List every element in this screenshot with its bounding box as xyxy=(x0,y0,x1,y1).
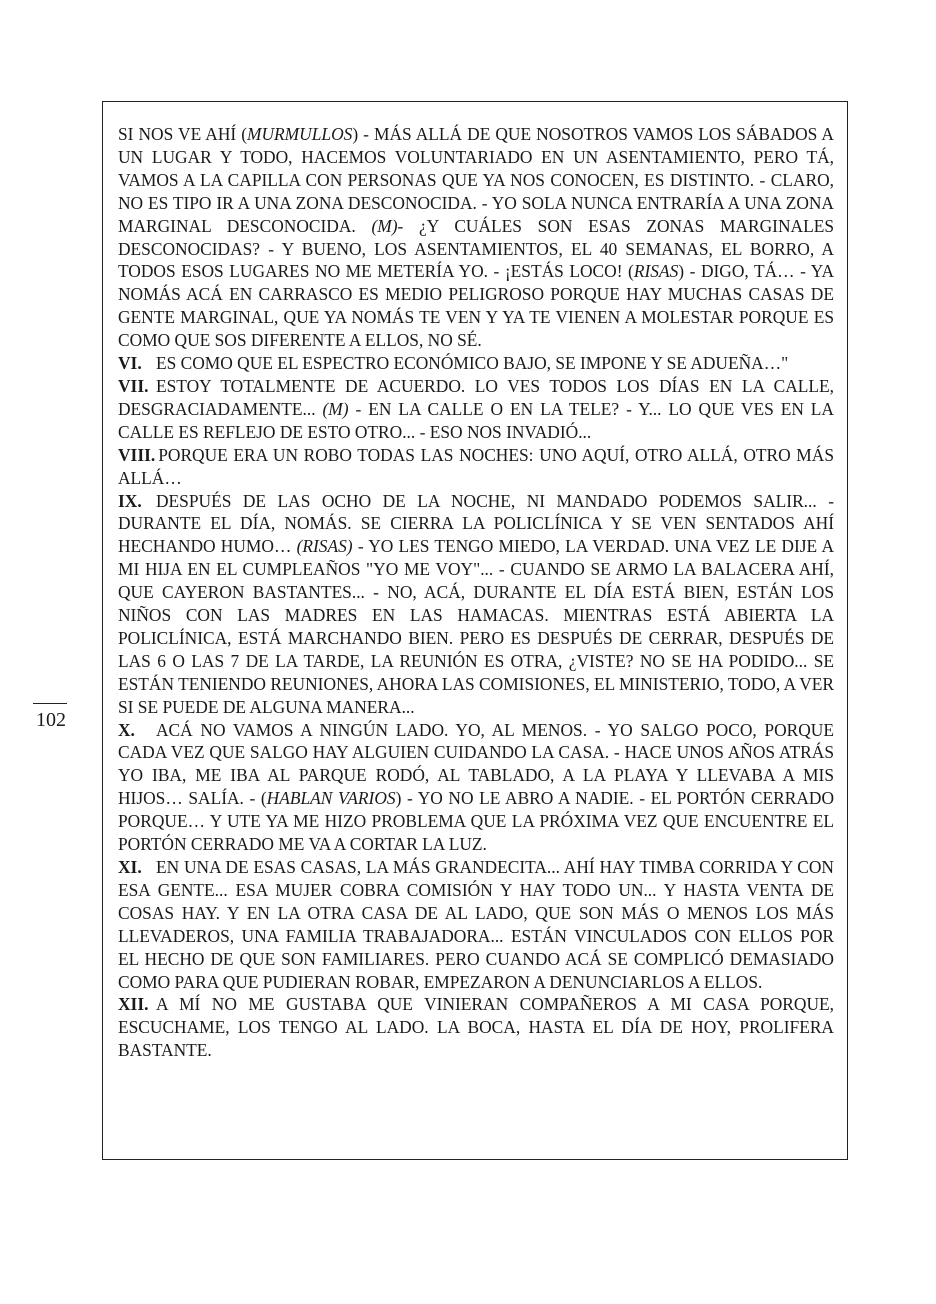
paragraph-text: PORQUE ERA UN ROBO TODAS LAS NOCHES: UNO AQUÍ, OTRO ALLÁ, OTRO MÁS ALLÁ… xyxy=(118,444,834,488)
testimony-paragraph xyxy=(118,719,834,856)
paragraph-label: XII. xyxy=(118,994,149,1015)
paragraph-text: - YO LES TENGO MIEDO, LA VERDAD. UNA VEZ LE DIJE A MI HIJA EN EL CUMPLEAÑOS "YO ME VOY"... - CUANDO SE ARMO LA BALACERA AHÍ, QUE CAYERON BASTANTES... - NO, ACÁ, DURANTE EL DÍA ESTÁ BIEN, ESTÁN LOS NIÑOS CON LAS MADRES EN LAS HAMACAS. MIENTRAS ESTÁ ABIERTA LA POLICLÍNICA, ESTÁ MARCHANDO BIEN. PERO ES DESPUÉS DE CERRAR, DESPUÉS DE LAS 6 O LAS 7 DE LA TARDE, LA REUNIÓN ES OTRA, ¿VISTE? NO SE HA PODIDO... SE ESTÁN TENIENDO REUNIONES, AHORA LAS COMISIONES, EL MINISTERIO, TODO, A VER SI SE PUEDE DE ALGUNA MANERA... xyxy=(118,536,834,717)
stage-note: HABLAN VARIOS xyxy=(266,788,396,809)
paragraph-text: SI NOS VE AHÍ ( xyxy=(118,124,248,144)
paragraph-label: VIII. xyxy=(118,444,156,465)
paragraph-text: DESPUÉS DE LAS OCHO DE LA NOCHE, NI MANDADO PODEMOS SALIR... - DURANTE EL DÍA, NOMÁS. SE CIERRA LA POLICLÍNICA Y SE VEN SENTADOS AHÍ HECHANDO HUMO… xyxy=(118,490,834,557)
paragraph-text: - EN LA CALLE O EN LA TELE? - Y... LO QUE VES EN LA CALLE ES REFLEJO DE ESTO OTRO... - ESO NOS INVADIÓ... xyxy=(118,398,834,442)
paragraph-text: A MÍ NO ME GUSTABA QUE VINIERAN COMPAÑEROS A MI CASA PORQUE, ESCUCHAME, LOS TENGO AL LADO. LA BOCA, HASTA EL DÍA DE HOY, PROLIFERA BASTANTE. xyxy=(118,994,834,1061)
quote-box-content xyxy=(118,123,834,1062)
testimony-paragraph xyxy=(118,375,834,444)
paragraph-label: IX. xyxy=(118,490,142,511)
paragraph-text: ¿Y CUÁLES SON ESAS ZONAS MARGINALES DESCONOCIDAS? - Y BUENO, LOS ASENTAMIENTOS, EL 40 SEMANAS, EL BORRO, A TODOS ESOS LUGARES NO ME METERÍA YO. - ¡ESTÁS LOCO! ( xyxy=(118,215,834,282)
stage-note: MURMULLOS xyxy=(247,124,353,144)
testimony-paragraph xyxy=(118,444,834,490)
testimony-paragraph xyxy=(118,856,834,993)
stage-note: RISAS xyxy=(633,261,679,282)
paragraph-label: VI. xyxy=(118,353,142,374)
page-number: 102 xyxy=(36,709,66,731)
testimony-paragraph xyxy=(118,993,834,1062)
paragraph-text: ) - DIGO, TÁ… - YA NOMÁS ACÁ EN CARRASCO ES MEDIO PELIGROSO PORQUE HAY MUCHAS CASAS DE GENTE MARGINAL, QUE YA NOMÁS TE VEN Y YA TE VIENEN A MOLESTAR PORQUE ES COMO QUE SOS DIFERENTE A ELLOS, NO SÉ. xyxy=(118,261,835,351)
testimony-paragraph xyxy=(118,123,834,352)
paragraph-label: X. xyxy=(118,719,135,740)
paragraph-text: ACÁ NO VAMOS A NINGÚN LADO. YO, AL MENOS. - YO SALGO POCO, PORQUE CADA VEZ QUE SALGO HAY ALGUIEN CUIDANDO LA CASA. - HACE UNOS AÑOS ATRÁS YO IBA, ME IBA AL PARQUE RODÓ, AL TABLADO, A LA PLAYA Y LLEVABA A MIS HIJOS… SALÍA. - ( xyxy=(118,719,834,809)
paragraph-label: XI. xyxy=(118,857,142,877)
paragraph-text: ) - MÁS ALLÁ DE QUE NOSOTROS VAMOS LOS SÁBADOS A UN LUGAR Y TODO, HACEMOS VOLUNTARIADO EN UN ASENTAMIENTO, PERO TÁ, VAMOS A LA CAPILLA CON PERSONAS QUE YA NOS CONOCEN, ES DISTINTO. - CLARO, NO ES TIPO IR A UNA ZONA DESCONOCIDA. - YO SOLA NUNCA ENTRARÍA A UNA ZONA MARGINAL DESCONOCIDA. xyxy=(118,124,834,236)
testimony-paragraph xyxy=(118,352,834,375)
stage-note: (M) xyxy=(322,398,349,419)
stage-note: (M)- xyxy=(371,215,404,236)
stage-note: (RISAS) xyxy=(296,536,353,557)
paragraph-text: EN UNA DE ESAS CASAS, LA MÁS GRANDECITA... AHÍ HAY TIMBA CORRIDA Y CON ESA GENTE... ESA MUJER COBRA COMISIÓN Y HAY TODO UN... Y HASTA VENTA DE COSAS HAY. Y EN LA OTRA CASA DE AL LADO, QUE SON MÁS O MENOS LOS MÁS LLEVADEROS, UNA FAMILIA TRABAJADORA... ESTÁN VINCULADOS CON ELLOS POR EL HECHO DE QUE SON FAMILIARES. PERO CUANDO ACÁ SE COMPLICÓ DEMASIADO COMO PARA QUE PUDIERAN ROBAR, EMPEZARON A DENUNCIARLOS A ELLOS. xyxy=(118,857,834,992)
testimony-paragraph xyxy=(118,490,834,719)
page-number-rule xyxy=(33,703,67,704)
paragraph-label: VII. xyxy=(118,375,149,396)
paragraph-text: ) - YO NO LE ABRO A NADIE. - EL PORTÓN CERRADO PORQUE… Y UTE YA ME HIZO PROBLEMA QUE LA PRÓXIMA VEZ QUE ENCUENTRE EL PORTÓN CERRADO ME VA A CORTAR LA LUZ. xyxy=(118,788,835,855)
paragraph-text: ES COMO QUE EL ESPECTRO ECONÓMICO BAJO, SE IMPONE Y SE ADUEÑA…" xyxy=(156,353,789,374)
paragraph-text: ESTOY TOTALMENTE DE ACUERDO. LO VES TODOS LOS DÍAS EN LA CALLE, DESGRACIADAMENTE... xyxy=(118,375,834,419)
